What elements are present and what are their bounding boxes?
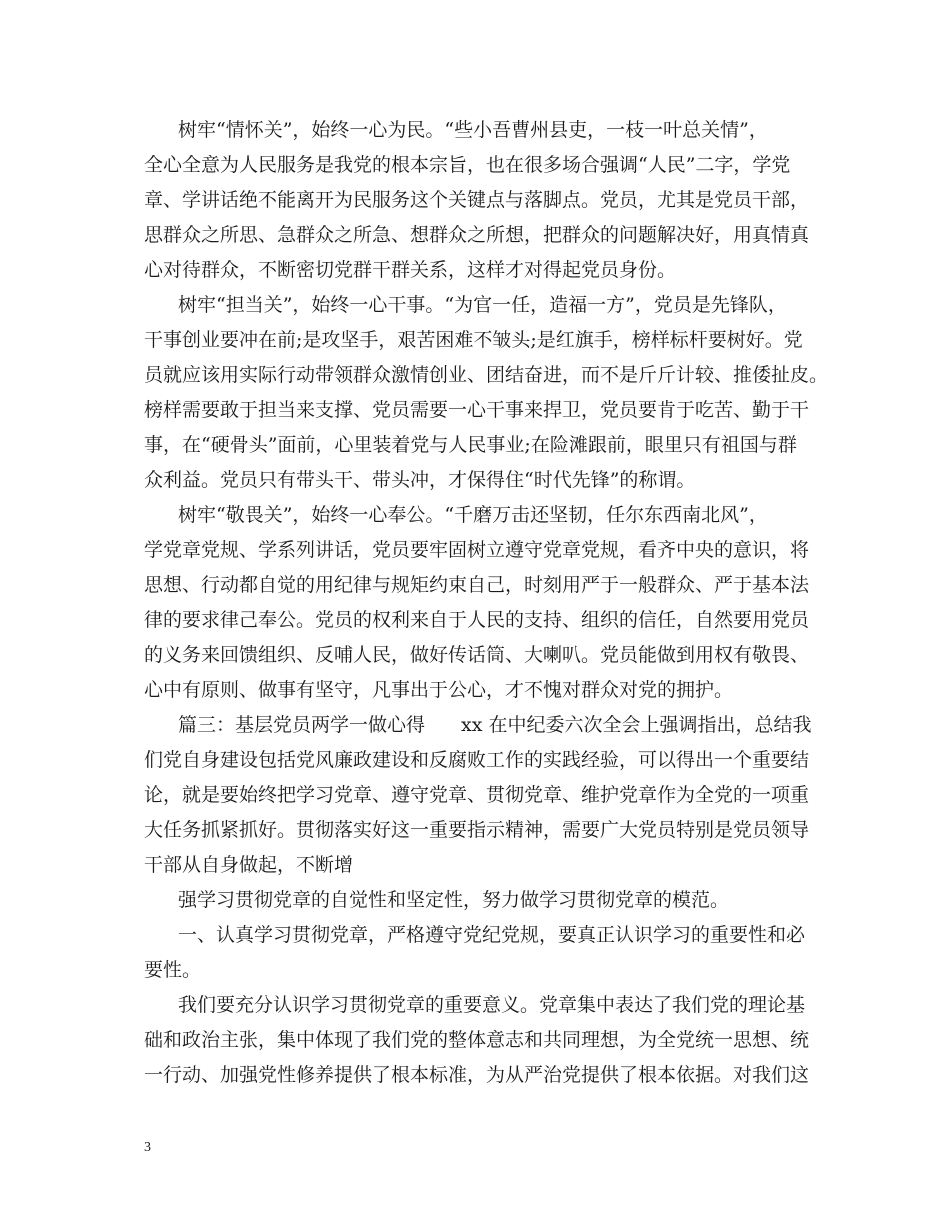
paragraph-line: 思群众之所思、急群众之所急、想群众之所想，把群众的问题解决好，用真情真 [144, 224, 810, 246]
paragraph-line: 树牢“担当关”，始终一心干事。“为官一任，造福一方”，党员是先锋队， [178, 294, 787, 316]
paragraph-text: xx 在中纪委六次全会上强调指出，总结我 [461, 714, 812, 736]
paragraph-line: 一、认真学习贯彻党章，严格遵守党纪党规，要真正认识学习的重要性和必 [178, 924, 806, 946]
paragraph-line: 干部从自身做起，不断增 [144, 854, 354, 876]
paragraph-line: 的义务来回馈组织、反哺人民，做好传话筒、大喇叭。党员能做到用权有敬畏、 [144, 644, 810, 666]
section-heading: 篇三：基层党员两学一做心得 [178, 714, 426, 736]
paragraph-line: 学党章党规、学系列讲话，党员要牢固树立遵守党章党规，看齐中央的意识，将 [144, 539, 810, 561]
paragraph-line: 们党自身建设包括党风廉政建设和反腐败工作的实践经验，可以得出一个重要结 [144, 749, 810, 771]
paragraph-line: 干事创业要冲在前;是攻坚手，艰苦困难不皱头;是红旗手，榜样标杆要树好。党 [144, 329, 803, 351]
paragraph-line: 律的要求律己奉公。党员的权利来自于人民的支持、组织的信任，自然要用党员 [144, 609, 810, 631]
paragraph-line: 要性。 [144, 959, 202, 981]
paragraph-line: 一行动、加强党性修养提供了根本标准，为从严治党提供了根本依据。对我们这 [144, 1064, 810, 1086]
paragraph-line: 础和政治主张，集中体现了我们党的整体意志和共同理想，为全党统一思想、统 [144, 1029, 810, 1051]
paragraph-line: 强学习贯彻党章的自觉性和坚定性，努力做学习贯彻党章的模范。 [178, 889, 730, 911]
paragraph-line: 大任务抓紧抓好。贯彻落实好这一重要指示精神，需要广大党员特别是党员领导 [144, 819, 810, 841]
paragraph-line: 思想、行动都自觉的用纪律与规矩约束自己，时刻用严于一般群众、严于基本法 [144, 574, 810, 596]
paragraph-line: 心对待群众，不断密切党群干群关系，这样才对得起党员身份。 [144, 259, 677, 281]
paragraph-line: 榜样需要敢于担当来支撑、党员需要一心干事来捍卫，党员要肯于吃苦、勤于干 [144, 399, 810, 421]
paragraph-line: 员就应该用实际行动带领群众激情创业、团结奋进，而不是斤斤计较、推倭扯皮。 [144, 364, 829, 386]
page-number: 3 [144, 1140, 151, 1155]
paragraph-line: 树牢“敬畏关”，始终一心奉公。“千磨万击还坚韧，任尔东西南北风”， [178, 504, 768, 526]
paragraph-line: 众利益。党员只有带头干、带头冲，才保得住“时代先锋”的称谓。 [144, 469, 696, 491]
paragraph-line: 心中有原则、做事有坚守，凡事出于公心，才不愧对群众对党的拥护。 [144, 679, 734, 701]
paragraph-line: 全心全意为人民服务是我党的根本宗旨，也在很多场合强调“人民”二字，学党 [144, 154, 791, 176]
paragraph-line: 树牢“情怀关”，始终一心为民。“些小吾曹州县吏，一枝一叶总关情”， [178, 119, 768, 141]
section-heading-line [178, 713, 848, 737]
paragraph-line: 我们要充分认识学习贯彻党章的重要意义。党章集中表达了我们党的理论基 [178, 994, 806, 1016]
paragraph-line: 论，就是要始终把学习党章、遵守党章、贯彻党章、维护党章作为全党的一项重 [144, 784, 810, 806]
paragraph-line: 章、学讲话绝不能离开为民服务这个关键点与落脚点。党员，尤其是党员干部， [144, 189, 810, 211]
paragraph-line: 事，在“硬骨头”面前，心里装着党与人民事业;在险滩跟前，眼里只有祖国与群 [144, 434, 797, 456]
